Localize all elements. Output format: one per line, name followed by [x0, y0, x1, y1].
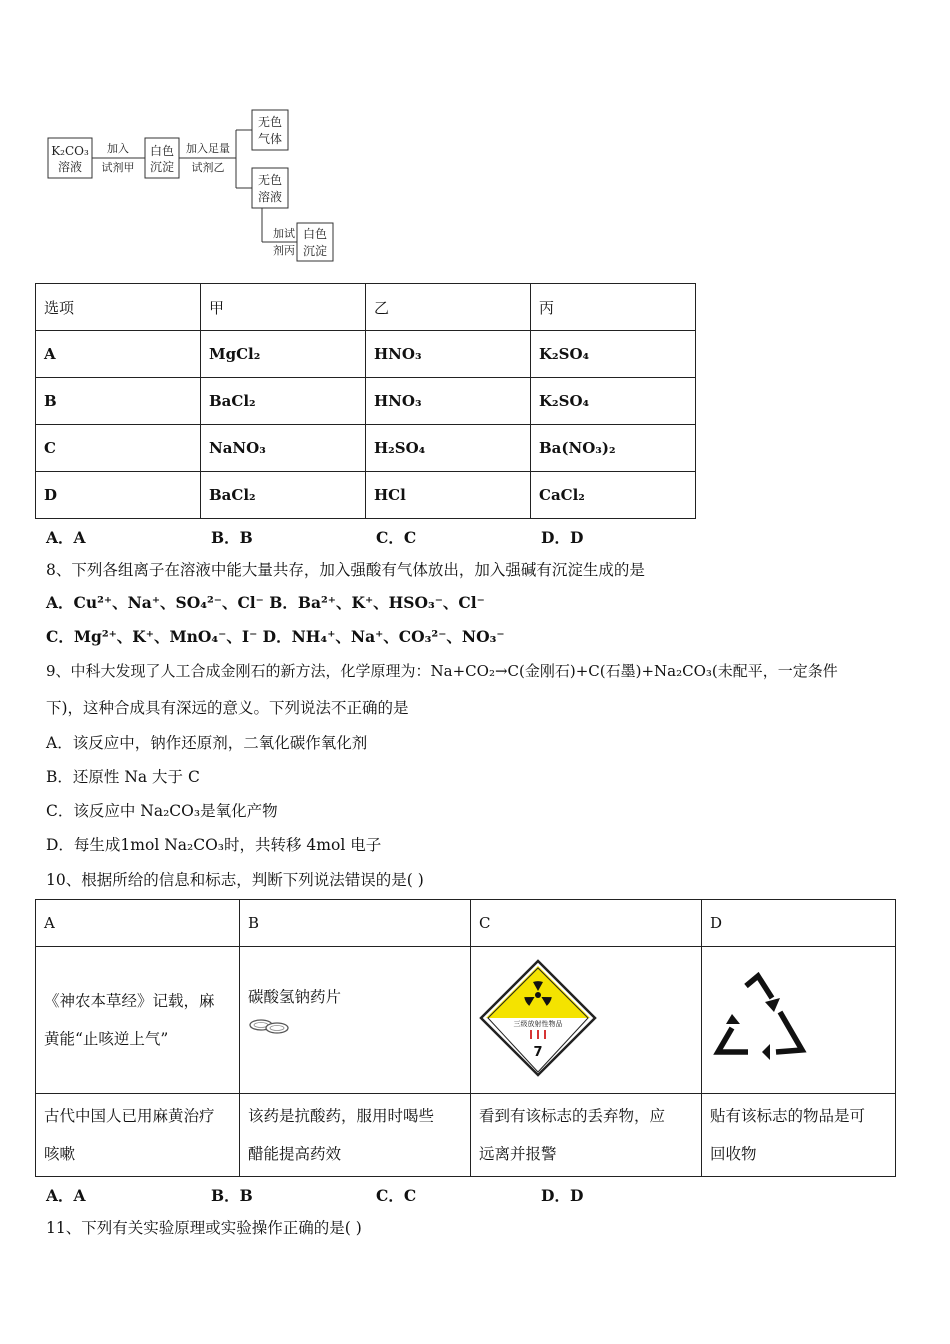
solution-label-1: 无色 [257, 173, 283, 187]
option-b[interactable]: B．B [211, 528, 253, 547]
header-cell: 乙 [366, 284, 531, 331]
conclusion-c-line-1: 看到有该标志的丢弃物，应 [479, 1107, 666, 1125]
table-row [36, 1094, 896, 1177]
conclusion-a-line-1: 古代中国人已用麻黄治疗 [44, 1107, 215, 1125]
conclusion-d-line-1: 贴有该标志的物品是可 [710, 1107, 866, 1125]
header-cell: D [702, 900, 896, 947]
info-cell-a [36, 947, 240, 1094]
table-cell: K₂SO₄ [531, 378, 696, 425]
start-label-1: K₂CO₃ [51, 144, 89, 158]
table-row [36, 472, 696, 519]
step1-label-2: 试剂甲 [101, 161, 135, 174]
gas-label-1: 无色 [257, 115, 283, 129]
table-cell: MgCl₂ [201, 331, 366, 378]
header-cell: B [240, 900, 471, 947]
header-cell: A [36, 900, 240, 947]
conclusion-c-line-2: 远离并报警 [479, 1145, 557, 1163]
reagent-options-table [35, 283, 696, 519]
solution-label-2: 溶液 [257, 190, 283, 204]
table-cell: D [36, 472, 201, 519]
q9-option-a: A．该反应中，钠作还原剂，二氧化碳作氧化剂 [46, 734, 368, 752]
reagent-flowchart [40, 105, 340, 270]
radioactive-number: 7 [533, 1045, 543, 1060]
step3-label-2: 剂丙 [273, 244, 295, 257]
gas-label-2: 气体 [257, 132, 283, 146]
precip2-label-1: 白色 [302, 227, 328, 241]
option-c[interactable]: C．C [376, 1186, 417, 1205]
precip1-label-1: 白色 [149, 144, 175, 158]
step3-label-1: 加试 [273, 227, 295, 240]
table-cell: CaCl₂ [531, 472, 696, 519]
table-cell: H₂SO₄ [366, 425, 531, 472]
q9-stem-2: 下)，这种合成具有深远的意义。下列说法不正确的是 [46, 699, 409, 717]
conclusion-cell-b [240, 1094, 471, 1177]
q8-stem: 8、下列各组离子在溶液中能大量共存，加入强酸有气体放出，加入强碱有沉淀生成的是 [46, 561, 645, 579]
q8-options-cd: C．Mg²⁺、K⁺、MnO₄⁻、I⁻ D．NH₄⁺、Na⁺、CO₃²⁻、NO₃⁻ [46, 627, 505, 646]
option-c[interactable]: C．C [376, 528, 417, 547]
info-b-text: 碳酸氢钠药片 [248, 988, 342, 1006]
radioactive-sign-cell [471, 947, 702, 1094]
table-header-row [36, 900, 896, 947]
table-cell: K₂SO₄ [531, 331, 696, 378]
table-cell: NaNO₃ [201, 425, 366, 472]
table-cell: HNO₃ [366, 378, 531, 425]
start-label-2: 溶液 [57, 160, 83, 174]
info-a-line-2: 黄能“止咳逆上气” [44, 1030, 169, 1048]
q11-stem: 11、下列有关实验原理或实验操作正确的是( ) [46, 1219, 362, 1237]
conclusion-b-line-1: 该药是抗酸药，服用时喝些 [248, 1107, 435, 1125]
precip2-label-2: 沉淀 [302, 244, 328, 258]
header-cell: 甲 [201, 284, 366, 331]
table-cell: C [36, 425, 201, 472]
conclusion-cell-c [471, 1094, 702, 1177]
info-a-line-1: 《神农本草经》记载，麻 [44, 992, 215, 1010]
info-cell-b [240, 947, 471, 1094]
recycle-sign-cell [702, 947, 896, 1094]
q9-option-b: B．还原性 Na 大于 C [46, 768, 200, 786]
option-d[interactable]: D．D [541, 1186, 584, 1205]
step2-label-2: 试剂乙 [191, 161, 225, 174]
table-cell: HCl [366, 472, 531, 519]
conclusion-d-line-2: 回收物 [710, 1145, 757, 1163]
conclusion-b-line-2: 醋能提高药效 [248, 1145, 342, 1163]
precip1-label-2: 沉淀 [149, 160, 175, 174]
table-cell: BaCl₂ [201, 472, 366, 519]
q9-option-c: C．该反应中 Na₂CO₃是氧化产物 [46, 802, 278, 820]
header-cell: 选项 [36, 284, 201, 331]
recycle-icon [710, 972, 810, 1064]
header-cell: 丙 [531, 284, 696, 331]
table-row [36, 425, 696, 472]
header-cell: C [471, 900, 702, 947]
pill-tablets-icon [248, 1016, 292, 1036]
option-b[interactable]: B．B [211, 1186, 253, 1205]
table-cell: Ba(NO₃)₂ [531, 425, 696, 472]
radioactive-warning-icon [479, 959, 597, 1077]
table-row [36, 331, 696, 378]
table-row [36, 947, 896, 1094]
q10-stem: 10、根据所给的信息和标志，判断下列说法错误的是( ) [46, 871, 424, 889]
table-cell: BaCl₂ [201, 378, 366, 425]
step1-label-1: 加入 [107, 142, 129, 155]
table-cell: B [36, 378, 201, 425]
hazard-signs-table [35, 899, 896, 1177]
conclusion-cell-a [36, 1094, 240, 1177]
option-a[interactable]: A．A [46, 528, 86, 547]
q9-option-d: D．每生成1mol Na₂CO₃时，共转移 4mol 电子 [46, 836, 382, 854]
radioactive-label: 三级放射性物品 [513, 1020, 563, 1028]
conclusion-a-line-2: 咳嗽 [44, 1145, 76, 1163]
table-header-row [36, 284, 696, 331]
conclusion-cell-d [702, 1094, 896, 1177]
step2-label-1: 加入足量 [186, 142, 230, 155]
q8-options-ab: A．Cu²⁺、Na⁺、SO₄²⁻、Cl⁻ B．Ba²⁺、K⁺、HSO₃⁻、Cl⁻ [46, 593, 485, 612]
table-cell: A [36, 331, 201, 378]
option-a[interactable]: A．A [46, 1186, 86, 1205]
table-row [36, 378, 696, 425]
option-d[interactable]: D．D [541, 528, 584, 547]
table-cell: HNO₃ [366, 331, 531, 378]
q9-stem-1: 9、中科大发现了人工合成金刚石的新方法，化学原理为：Na+CO₂→C(金刚石)+C(石墨)+Na₂CO₃(未配平，一定条件 [46, 662, 838, 680]
